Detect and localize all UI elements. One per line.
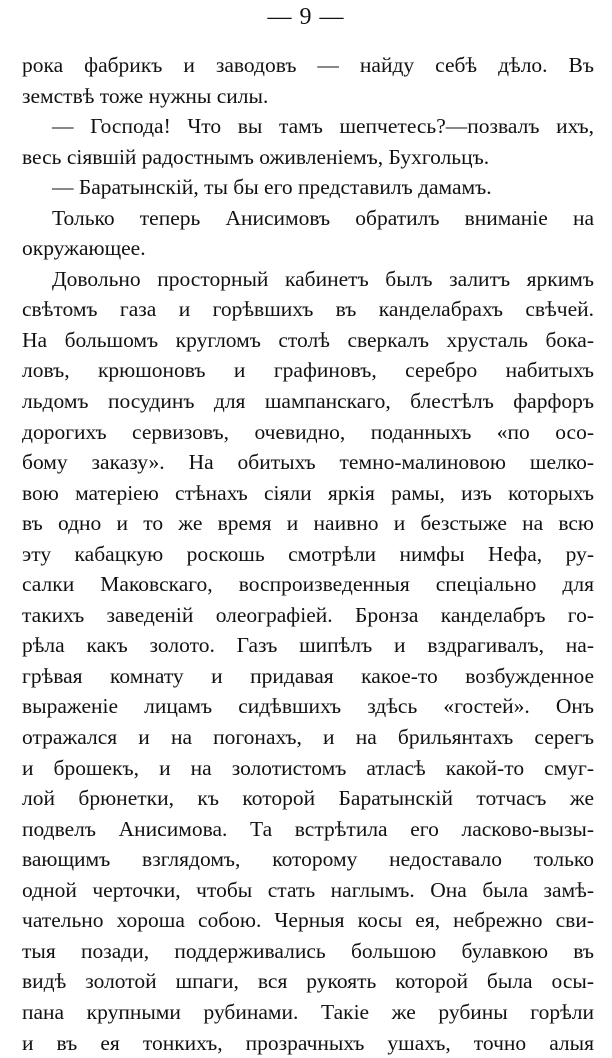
text-line: рока фабрикъ и заводовъ — найду себѣ дѣло. Въ [22, 50, 594, 81]
text-line: салки Маковскаго, воспроизведенныя спеціально для [22, 569, 594, 600]
text-line: такихъ заведеній олеографіей. Бронза канделабръ го- [22, 600, 594, 631]
text-line: Довольно просторный кабинетъ былъ залитъ яркимъ [22, 264, 594, 295]
text-line: ловъ, крюшоновъ и графиновъ, серебро набитыхъ [22, 355, 594, 386]
text-line: грѣвая комнату и придавая какое-то возбужденное [22, 661, 594, 692]
text-line: и въ ея тонкихъ, прозрачныхъ ушахъ, точно алыя [22, 1028, 594, 1058]
text-line: льдомъ посудинъ для шампанскаго, блестѣлъ фарфоръ [22, 386, 594, 417]
text-line: пана крупными рубинами. Такіе же рубины горѣли [22, 997, 594, 1028]
text-line: одной черточки, чтобы стать наглымъ. Она была замѣ- [22, 875, 594, 906]
text-line: — Господа! Что вы тамъ шепчетесь?—позвалъ ихъ, [22, 111, 594, 142]
text-line: вающимъ взглядомъ, которому недоставало только [22, 844, 594, 875]
text-line: подвелъ Анисимова. Та встрѣтила его ласково-вызы- [22, 814, 594, 845]
text-line: — Баратынскій, ты бы его представилъ дамамъ. [22, 172, 594, 203]
text-line: чательно хороша собою. Черныя косы ея, небрежно сви- [22, 905, 594, 936]
text-line: отражался и на погонахъ, и на брильянтахъ серегъ [22, 722, 594, 753]
text-line: тыя позади, поддерживались большою булавкою въ [22, 936, 594, 967]
page-number: — 9 — [0, 2, 612, 32]
text-line: въ одно и то же время и наивно и безстыже на всю [22, 508, 594, 539]
text-line: окружающее. [22, 233, 594, 264]
text-line: дорогихъ сервизовъ, очевидно, поданныхъ «по осо- [22, 417, 594, 448]
text-line: выраженіе лицамъ сидѣвшихъ здѣсь «гостей». Онъ [22, 691, 594, 722]
text-line: земствѣ тоже нужны силы. [22, 81, 594, 112]
page-text [22, 50, 594, 1058]
text-line: На большомъ кругломъ столѣ сверкалъ хрусталь бока- [22, 325, 594, 356]
text-line: вою матеріею стѣнахъ сіяли яркія рамы, изъ которыхъ [22, 478, 594, 509]
text-line: и брошекъ, и на золотистомъ атласѣ какой-то смуг- [22, 753, 594, 784]
text-line: видѣ золотой шпаги, вся рукоять которой была осы- [22, 966, 594, 997]
text-line: лой брюнетки, къ которой Баратынскій тотчасъ же [22, 783, 594, 814]
text-line: свѣтомъ газа и горѣвшихъ въ канделабрахъ свѣчей. [22, 294, 594, 325]
text-line: эту кабацкую роскошь смотрѣли нимфы Нефа, ру- [22, 539, 594, 570]
text-line: весь сіявшій радостнымъ оживленіемъ, Бухгольцъ. [22, 142, 594, 173]
text-line: рѣла какъ золото. Газъ шипѣлъ и вздрагивалъ, на- [22, 630, 594, 661]
text-line: Только теперь Анисимовъ обратилъ вниманіе на [22, 203, 594, 234]
text-line: бому заказу». На обитыхъ темно-малиновою шелко- [22, 447, 594, 478]
